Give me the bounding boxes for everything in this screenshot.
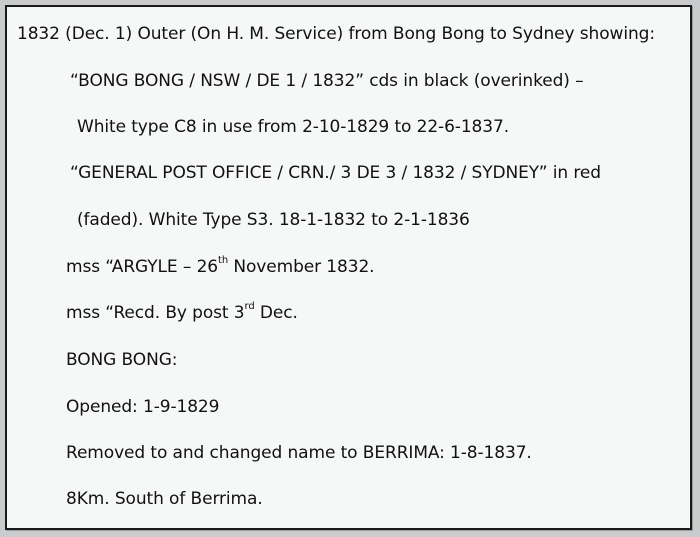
mss-argyle-superscript: th xyxy=(218,255,229,267)
postmark1-line2: White type C8 in use from 2-10-1829 to 22-6-1837. xyxy=(77,117,510,137)
office-heading: BONG BONG: xyxy=(66,350,178,370)
mss-recd-superscript: rd xyxy=(244,301,255,313)
mss-recd-line xyxy=(66,303,298,323)
opened-line: Opened: 1-9-1829 xyxy=(66,397,220,417)
removed-line: Removed to and changed name to BERRIMA: 1-8-1837. xyxy=(66,443,532,463)
mss-recd-text: mss “Recd. By post 3 xyxy=(66,303,245,323)
mss-recd-date: Dec. xyxy=(254,303,298,323)
mss-argyle-text: mss “ARGYLE – 26 xyxy=(66,257,218,277)
postmark2-line2: (faded). White Type S3. 18-1-1832 to 2-1-1836 xyxy=(77,210,470,230)
postmark1-line1: “BONG BONG / NSW / DE 1 / 1832” cds in black (overinked) – xyxy=(70,71,584,91)
mss-argyle-line xyxy=(66,257,374,277)
mss-argyle-date: November 1832. xyxy=(228,257,375,277)
postmark2-line1: “GENERAL POST OFFICE / CRN./ 3 DE 3 / 1832 / SYDNEY” in red xyxy=(70,163,601,183)
distance-line: 8Km. South of Berrima. xyxy=(66,489,263,509)
description-card xyxy=(5,5,692,530)
heading-line: 1832 (Dec. 1) Outer (On H. M. Service) from Bong Bong to Sydney showing: xyxy=(17,24,655,44)
